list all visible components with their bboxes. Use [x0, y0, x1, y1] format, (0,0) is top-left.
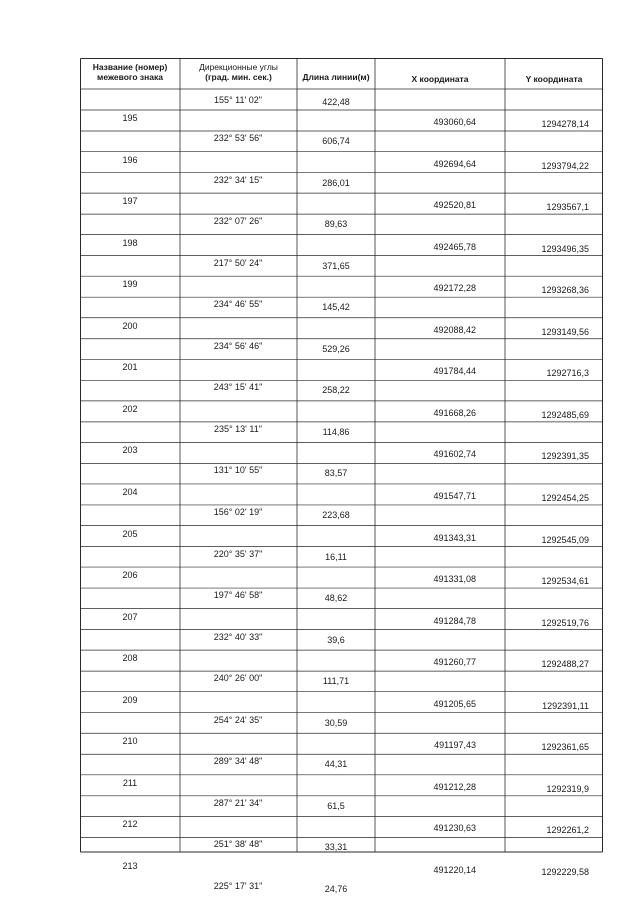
- segment-length: 33,31: [324, 842, 348, 853]
- segment-angle: 156° 02' 19": [213, 506, 263, 517]
- boundary-coordinates-table: [80, 58, 603, 894]
- header-y: Y координата: [525, 74, 583, 84]
- segment-angle: 225° 17' 31": [213, 880, 263, 891]
- x-coordinate: 491230,63: [433, 823, 476, 834]
- y-coordinate: 1292391,35: [541, 451, 589, 462]
- y-coordinate: 1293794,22: [541, 160, 589, 171]
- point-name: 213: [122, 860, 138, 871]
- segment-angle: 220° 35' 37": [213, 548, 263, 559]
- y-coordinate: 1292519,76: [541, 617, 589, 628]
- segment-length: 61,5: [327, 800, 345, 811]
- segment-length: 44,31: [324, 759, 348, 770]
- segment-angle: 197° 46' 58": [213, 590, 263, 601]
- segment-angle: 234° 46' 55": [213, 299, 263, 310]
- segment-angle: 155° 11' 02": [214, 95, 262, 105]
- y-coordinate: 1292454,25: [541, 492, 589, 503]
- header-name-line2: межевого знака: [97, 72, 163, 82]
- x-coordinate: 491260,77: [433, 657, 476, 668]
- point-name: 207: [122, 611, 138, 622]
- segment-length: 39,6: [327, 634, 345, 645]
- y-coordinate: 1293268,36: [541, 285, 589, 296]
- segment-length: 111,71: [322, 676, 350, 687]
- point-name: 212: [122, 819, 138, 830]
- segment-angle: 232° 07' 26": [213, 216, 263, 227]
- x-coordinate: 493060,64: [433, 117, 476, 127]
- y-coordinate: 1292319,9: [546, 783, 589, 794]
- x-coordinate: 491602,74: [433, 449, 476, 460]
- segment-length: 145,42: [322, 302, 350, 313]
- segment-angle: 254° 24' 35": [213, 714, 263, 725]
- y-coordinate: 1292261,2: [546, 825, 589, 836]
- point-name: 201: [122, 362, 138, 373]
- x-coordinate: 491547,71: [433, 490, 476, 501]
- header-name-line1: Название (номер): [92, 62, 168, 72]
- segment-length: 83,57: [324, 468, 348, 479]
- x-coordinate: 491284,78: [433, 615, 476, 626]
- segment-length: 24,76: [324, 883, 348, 894]
- y-coordinate: 1292488,27: [541, 659, 589, 670]
- point-name: 200: [122, 320, 138, 331]
- point-name: 195: [122, 113, 138, 123]
- y-coordinate: 1293567,1: [546, 202, 589, 213]
- point-name: 199: [122, 279, 138, 290]
- point-name: 197: [122, 196, 138, 207]
- segment-angle: 234° 56' 46": [213, 340, 263, 351]
- segment-length: 30,59: [324, 717, 348, 728]
- x-coordinate: 492694,64: [433, 158, 476, 169]
- x-coordinate: 491220,14: [433, 864, 476, 875]
- segment-length: 223,68: [322, 509, 350, 520]
- point-name: 208: [122, 653, 138, 664]
- y-coordinate: 1294278,14: [541, 119, 589, 129]
- segment-length: 529,26: [322, 343, 350, 354]
- header-x: X координата: [411, 74, 469, 84]
- x-coordinate: 492465,78: [433, 241, 476, 252]
- y-coordinate: 1292716,3: [546, 368, 589, 379]
- x-coordinate: 492172,28: [433, 283, 476, 294]
- segment-angle: 232° 53' 56": [213, 133, 263, 143]
- segment-length: 258,22: [322, 385, 350, 396]
- segment-angle: 232° 40' 33": [213, 631, 263, 642]
- y-coordinate: 1292391,11: [542, 700, 589, 711]
- header-angle-line2: (град. мин. сек.): [205, 72, 272, 82]
- header-angle-line1: Дирекционные углы: [199, 62, 278, 72]
- point-name: 206: [122, 570, 138, 581]
- point-name: 204: [122, 486, 138, 497]
- y-coordinate: 1292229,58: [541, 866, 589, 877]
- header-length: Длина линии(м): [302, 72, 370, 82]
- x-coordinate: 491205,65: [433, 698, 476, 709]
- y-coordinate: 1292534,61: [541, 576, 589, 587]
- segment-angle: 287° 21' 34": [213, 797, 263, 808]
- segment-length: 114,86: [322, 426, 350, 437]
- segment-length: 89,63: [324, 219, 348, 230]
- segment-angle: 251° 38' 48": [213, 839, 263, 850]
- segment-angle: 131° 10' 55": [213, 465, 263, 476]
- point-name: 209: [122, 694, 138, 705]
- segment-angle: 243° 15' 41": [213, 382, 263, 393]
- x-coordinate: 492088,42: [433, 324, 476, 335]
- y-coordinate: 1292485,69: [541, 409, 589, 420]
- x-coordinate: 492520,81: [433, 200, 476, 211]
- header-name: [80, 62, 180, 82]
- segment-angle: 235° 13' 11": [214, 423, 262, 434]
- header-angle: [180, 62, 297, 82]
- y-coordinate: 1292361,65: [541, 742, 589, 753]
- segment-length: 422,48: [322, 97, 350, 107]
- point-name: 211: [122, 777, 138, 788]
- x-coordinate: 491212,28: [433, 781, 476, 792]
- y-coordinate: 1293149,56: [541, 326, 589, 337]
- segment-angle: 240° 26' 00": [213, 673, 263, 684]
- segment-length: 16,11: [325, 551, 347, 562]
- segment-angle: 217° 50' 24": [213, 257, 263, 268]
- x-coordinate: 491197,43: [434, 740, 476, 751]
- segment-length: 286,01: [322, 177, 350, 188]
- x-coordinate: 491343,31: [433, 532, 476, 543]
- segment-angle: 232° 34' 15": [213, 174, 263, 185]
- x-coordinate: 491331,08: [433, 574, 476, 585]
- point-name: 205: [122, 528, 138, 539]
- segment-length: 606,74: [322, 136, 350, 146]
- segment-length: 48,62: [324, 593, 348, 604]
- segment-angle: 289° 34' 48": [213, 756, 263, 767]
- point-name: 203: [122, 445, 138, 456]
- point-name: 196: [122, 154, 138, 165]
- y-coordinate: 1293496,35: [541, 243, 589, 254]
- x-coordinate: 491784,44: [433, 366, 476, 377]
- x-coordinate: 491668,26: [433, 407, 476, 418]
- point-name: 202: [122, 403, 138, 414]
- y-coordinate: 1292545,09: [541, 534, 589, 545]
- point-name: 210: [122, 736, 138, 747]
- point-name: 198: [122, 237, 138, 248]
- segment-length: 371,65: [322, 260, 350, 271]
